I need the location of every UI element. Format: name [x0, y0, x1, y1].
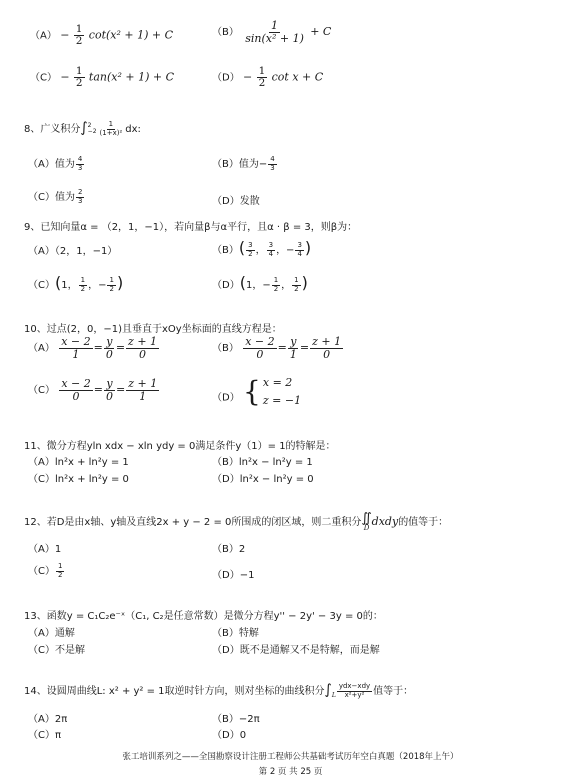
q13-option-d	[212, 641, 380, 656]
option-label: （D）	[212, 392, 240, 404]
expression: cot(x² + 1) + C	[88, 28, 174, 42]
stem-suffix: 的值等于：	[398, 517, 449, 528]
option-label: （B）	[212, 544, 239, 555]
q10-option-d	[212, 374, 301, 409]
q8-stem	[24, 120, 141, 137]
fraction: $\frac{z + 1}{1}$	[128, 377, 158, 403]
option-label: （A）	[28, 714, 55, 725]
separator: ，−	[88, 280, 107, 291]
separator: ，−	[276, 245, 295, 256]
q7-option-d	[212, 66, 323, 89]
option-label: （B）	[212, 343, 239, 355]
option-label: （A）	[28, 246, 55, 257]
lower-limit: −2	[87, 128, 97, 135]
option-text: ln²x + ln²y = 1	[54, 457, 129, 468]
option-label: （D）	[212, 72, 240, 84]
q10-option-b	[212, 336, 344, 360]
component: 1，	[61, 280, 78, 291]
option-label: （C）	[28, 192, 55, 203]
region-label: D	[363, 524, 370, 532]
option-label: （A）	[28, 343, 55, 355]
option-text: 0	[239, 730, 247, 741]
stem-text: 8、广义积分	[24, 124, 81, 135]
q10-option-c	[28, 378, 160, 402]
option-label: （B）	[212, 245, 239, 256]
fraction: $\frac{3}{2}$	[248, 241, 253, 258]
paren: )	[116, 273, 124, 292]
option-label: （C）	[28, 645, 55, 656]
stem-text: 12、若D是由x轴、y轴及直线2x + y − 2 = 0所围成的闭区域，则二重积分	[24, 517, 362, 528]
q8-option-a	[28, 155, 85, 172]
option-text: −1	[239, 570, 255, 581]
option-text: （2，1，−1）	[54, 246, 118, 257]
fraction: $\frac{3}{4}$	[268, 241, 274, 258]
option-label: （D）	[212, 570, 240, 581]
q13-option-b	[212, 624, 259, 639]
option-text: ln²x + ln²y = 0	[54, 474, 129, 485]
fraction: $\frac{1}{\text{sin(x² + 1)}}$	[245, 19, 304, 45]
option-label: （B）	[212, 27, 239, 39]
paren: (	[238, 238, 246, 257]
fraction: $\frac{z + 1}{0}$	[312, 335, 342, 361]
brace-symbol: {	[243, 374, 261, 408]
option-label: （D）	[212, 474, 240, 485]
stem-suffix: dx:	[125, 124, 141, 135]
q14-option-c	[28, 726, 61, 741]
q7-option-c	[30, 66, 174, 89]
option-label: （D）	[212, 280, 240, 291]
q11-option-c	[28, 470, 129, 485]
integral-sign: ∫	[324, 682, 332, 698]
q14-option-a	[28, 710, 67, 725]
q14-option-b	[212, 710, 260, 725]
equals-sign: =	[93, 341, 103, 355]
option-text: 1	[54, 544, 62, 555]
fraction: $\frac{1}{2}$	[75, 65, 83, 90]
fraction: $\frac{y}{0}$	[105, 377, 113, 403]
stem-suffix: 值等于：	[373, 686, 414, 697]
fraction: $\frac{1}{2}$	[57, 562, 63, 579]
option-label: （C）	[28, 385, 55, 397]
q10-stem: 10、过点(2，0，−1)且垂直于xOy坐标面的直线方程是：	[24, 324, 282, 335]
fraction: $\frac{z + 1}{0}$	[128, 335, 158, 361]
option-text: π	[54, 730, 62, 741]
option-label: （B）	[212, 457, 239, 468]
option-text: 通解	[54, 628, 75, 639]
q11-option-b	[212, 453, 313, 468]
q7-option-a	[30, 24, 173, 47]
paren: (	[239, 273, 246, 292]
minus-sign: −	[60, 28, 70, 42]
equals-sign: =	[115, 341, 126, 355]
q13-option-c	[28, 641, 85, 656]
q11-option-a	[28, 453, 129, 468]
q9-option-a	[28, 242, 117, 257]
option-text: 特解	[238, 628, 259, 639]
option-text: 值为	[54, 192, 75, 203]
q9-option-d	[212, 273, 308, 293]
fraction: $\frac{4}{3}$	[77, 155, 83, 172]
fraction: $\frac{1}{2}$	[109, 276, 114, 293]
system-row: x = 2	[262, 376, 293, 389]
option-label: （A）	[28, 628, 55, 639]
component: 1，−	[245, 280, 271, 291]
fraction: $\frac{1}{2}$	[258, 65, 266, 90]
integrand: dxdy	[371, 515, 399, 528]
option-label: （A）	[28, 457, 55, 468]
q13-stem: 13、函数y = C₁C₂e⁻ˣ（C₁, C₂是任意常数）是微分方程y'' − 2y' − 3y = 0的：	[24, 611, 383, 622]
q14-stem	[24, 682, 413, 699]
option-label: （C）	[28, 280, 55, 291]
fraction: $\frac{3}{4}$	[297, 241, 302, 258]
minus-sign: −	[60, 70, 70, 84]
equals-sign: =	[277, 341, 287, 355]
q12-option-c	[28, 562, 65, 579]
q9-stem: 9、已知向量α = （2，1，−1），若向量β与α平行，且α · β = 3，则β为：	[24, 222, 358, 233]
option-text: 值为−	[238, 159, 268, 170]
equation-system	[243, 374, 301, 409]
option-text: 不是解	[54, 645, 85, 656]
option-label: （D）	[212, 196, 240, 207]
q12-option-b	[212, 540, 245, 555]
option-label: （D）	[212, 730, 240, 741]
fraction: $\frac{x - 2}{1}$	[61, 335, 91, 361]
fraction: $\frac{2}{3}$	[77, 188, 83, 205]
option-label: （C）	[28, 474, 55, 485]
option-label: （B）	[212, 159, 239, 170]
option-label: （A）	[30, 30, 57, 42]
option-label: （A）	[28, 544, 55, 555]
q10-option-a	[28, 336, 160, 360]
fraction: $\frac{1}{2}$	[80, 276, 86, 293]
minus-sign: −	[243, 70, 253, 84]
q11-stem: 11、微分方程yln xdx − xln ydy = 0满足条件y（1）= 1的特解是：	[24, 441, 336, 452]
expression: tan(x² + 1) + C	[88, 70, 175, 84]
fraction: $\frac{y}{1}$	[289, 335, 297, 361]
fraction: $\frac{1}{2}$	[273, 276, 279, 293]
q13-option-a	[28, 624, 75, 639]
system-row: z = −1	[262, 393, 302, 407]
stem-text: 14、设圆周曲线L: x² + y² = 1取逆时针方向，则对坐标的曲线积分	[24, 686, 325, 697]
equals-sign: =	[299, 341, 310, 355]
page-footer-title: 张工培训系列之——全国勘察设计注册工程师公共基础考试历年空白真题（2018年上午）	[122, 752, 459, 762]
upper-limit: 2	[87, 122, 92, 129]
paren: )	[301, 273, 308, 292]
option-text: 发散	[239, 196, 260, 207]
separator: ，	[281, 280, 292, 291]
paren: )	[304, 238, 312, 257]
q12-option-d	[212, 566, 254, 581]
lower-limit: L	[331, 692, 336, 699]
q14-option-d	[212, 726, 246, 741]
equals-sign: =	[115, 383, 126, 397]
q12-stem	[24, 512, 448, 532]
option-label: （B）	[212, 628, 239, 639]
q8-option-c	[28, 188, 85, 205]
integrand-fraction: $\frac{\text{ydx−xdy}}{\text{x²+y²}}$	[338, 682, 371, 699]
option-label: （C）	[28, 566, 55, 577]
fraction: $\frac{x - 2}{0}$	[61, 377, 91, 403]
option-text: −2π	[238, 714, 260, 725]
double-integral-sign: ∬	[361, 511, 372, 526]
option-label: （C）	[30, 72, 57, 84]
fraction: $\frac{4}{3}$	[270, 155, 275, 172]
fraction: $\frac{y}{0}$	[105, 335, 113, 361]
equals-sign: =	[93, 383, 103, 397]
integral-sign: ∫	[80, 120, 88, 136]
option-label: （B）	[212, 714, 239, 725]
option-text: ln²x − ln²y = 0	[239, 474, 314, 485]
q9-option-c	[28, 273, 123, 293]
option-text: 2	[238, 544, 246, 555]
fraction: $\frac{1}{2}$	[75, 23, 83, 48]
q9-option-b	[212, 238, 311, 258]
fraction: $\frac{x - 2}{0}$	[245, 335, 275, 361]
q8-option-b	[212, 155, 278, 172]
option-label: （C）	[28, 730, 55, 741]
q12-option-a	[28, 540, 61, 555]
fraction: $\frac{1}{2}$	[294, 276, 299, 293]
separator: ，	[255, 245, 266, 256]
option-text: 既不是通解又不是特解，而是解	[239, 645, 380, 656]
q11-option-d	[212, 470, 314, 485]
expression: + C	[310, 25, 332, 39]
q8-option-d	[212, 192, 260, 207]
expression: cot x + C	[271, 70, 324, 84]
integrand-fraction: $\frac{1}{\text{(1+x)²}}$	[99, 120, 123, 137]
option-text: 2π	[54, 714, 68, 725]
q7-option-b	[212, 20, 331, 44]
option-label: （A）	[28, 159, 55, 170]
page-number: 第 2 页 共 25 页	[258, 767, 323, 777]
option-text: ln²x − ln²y = 1	[238, 457, 313, 468]
option-label: （D）	[212, 645, 240, 656]
paren: (	[54, 273, 62, 292]
option-text: 值为	[54, 159, 75, 170]
